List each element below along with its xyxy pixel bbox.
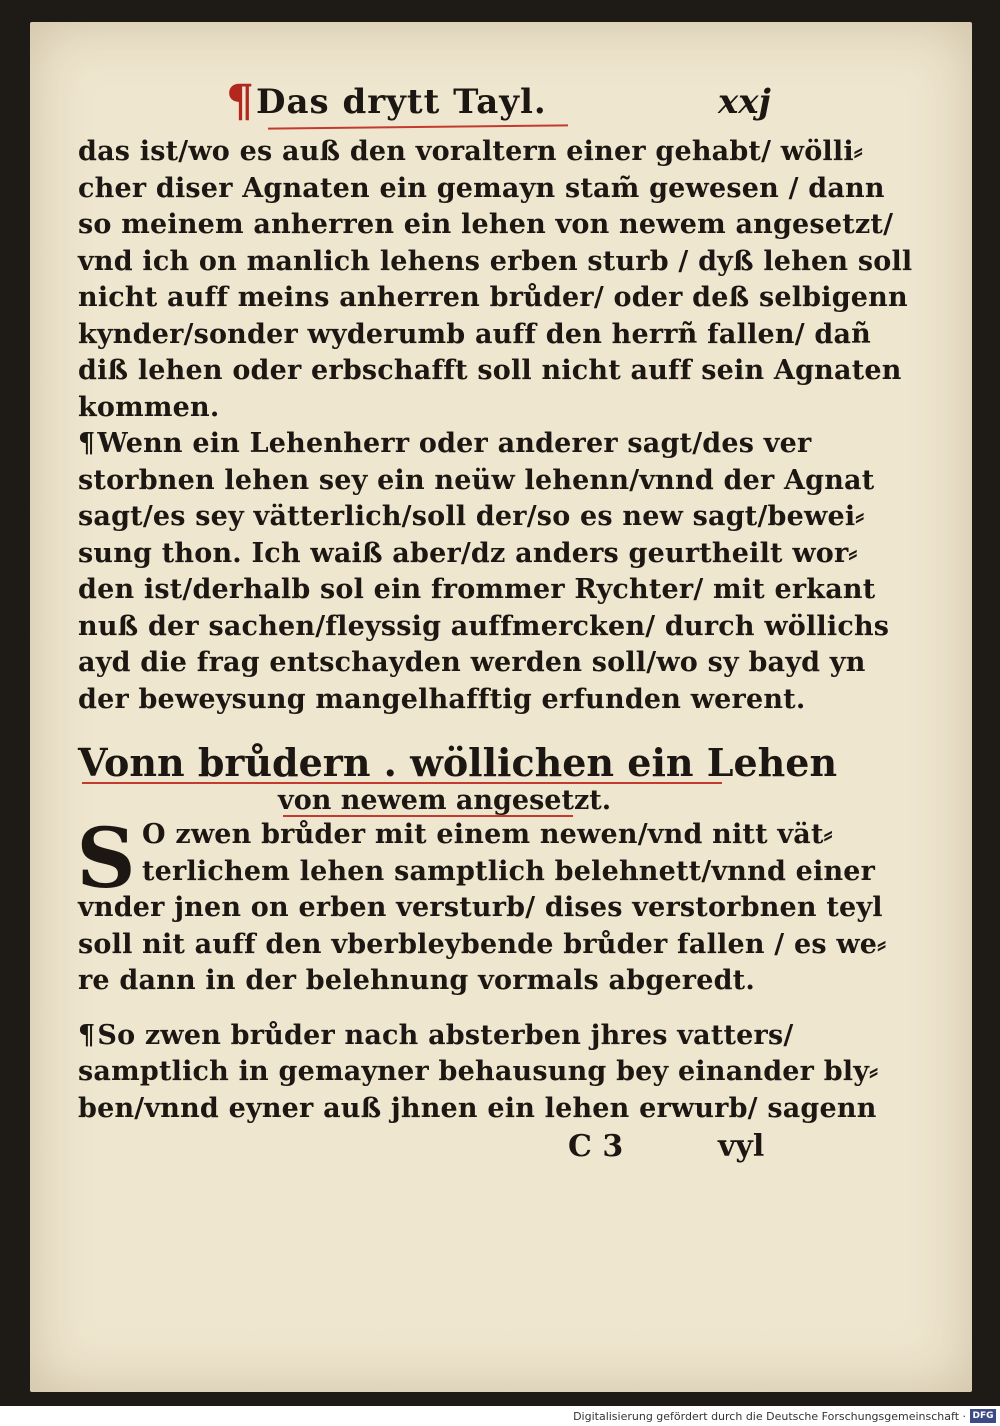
footer-bar (0, 1406, 1000, 1426)
title-underline (268, 124, 568, 129)
text-line: ben/vnnd eyner auß jhnen ein lehen erwurb/ sagenn (78, 1092, 877, 1124)
text-line: sung thon. Ich waiß aber/dz anders geurtheilt wor⸗ (78, 537, 858, 569)
text-line: nicht auff meins anherren brůder/ oder deß selbigenn (78, 282, 908, 313)
text-line: ayd die frag entschayden werden soll/wo sy bayd yn (78, 647, 866, 678)
dfg-logo: DFG (970, 1409, 996, 1423)
text-block (76, 76, 913, 1167)
paragraph-pilcrow: ¶ (78, 428, 96, 459)
text-line: der beweysung mangelhafftig erfunden werent. (78, 683, 806, 715)
running-header (78, 76, 818, 134)
text-line: terlichem lehen samptlich belehnett/vnnd einer (142, 855, 876, 887)
text-line: samptlich in gemayner behausung bey einander bly⸗ (78, 1056, 879, 1087)
folio-number: xxj (718, 82, 771, 122)
footer-credit: Digitalisierung gefördert durch die Deutsche Forschungsgemeinschaft · (573, 1410, 966, 1423)
text-line: sagt/es sey vätterlich/soll der/so es new sagt/bewei⸗ (78, 501, 865, 532)
text-line: kommen. (78, 391, 220, 423)
text-line (78, 426, 818, 463)
section-subheading: von newem angesetzt. (278, 785, 612, 816)
text-line: den ist/derhalb sol ein frommer Rychter/ mit erkant (78, 574, 876, 605)
drop-cap: S (76, 811, 136, 907)
catchword: vyl (718, 1129, 765, 1164)
text-line: diß lehen oder erbschafft soll nicht auff sein Agnaten (78, 355, 902, 386)
text-line: O zwen brůder mit einem newen/vnd nitt vät⸗ (142, 819, 833, 850)
signature-line (78, 1127, 818, 1167)
text-line: nuß der sachen/fleyssig auffmercken/ durch wöllichs (78, 610, 890, 642)
text-line: so meinem anherren ein lehen von newem angesetzt/ (78, 209, 894, 240)
header-pilcrow: ¶ (226, 76, 254, 127)
paragraph-first-line: So zwen brůder nach absterben jhres vatters/ (97, 1019, 794, 1051)
text-line: vnd ich on manlich lehens erben sturb / dyß lehen soll (78, 245, 913, 277)
section-heading: Vonn brůdern . wöllichen ein Lehen (78, 740, 838, 785)
paragraph-pilcrow: ¶ (78, 1019, 96, 1051)
text-line: soll nit auff den vberbleybende brůder fallen / es we⸗ (78, 928, 887, 960)
paragraph-1 (78, 134, 913, 426)
book-page (30, 22, 972, 1392)
paragraph-gap (78, 1000, 818, 1018)
paragraph-2 (78, 426, 890, 718)
text-line (78, 1018, 818, 1055)
text-line: storbnen lehen sey ein neüw lehenn/vnnd der Agnat (78, 464, 875, 496)
signature-mark: C 3 (568, 1129, 624, 1164)
paragraph-3 (76, 811, 887, 1000)
text-line: kynder/sonder wyderumb auff den herrñ fallen/ dañ (78, 318, 872, 350)
text-line: cher diser Agnaten ein gemayn stam̃ gewesen / dann (78, 172, 885, 204)
text-line: das ist/wo es auß den voraltern einer gehabt/ wölli⸗ (78, 136, 863, 167)
text-line: re dann in der belehnung vormals abgeredt. (78, 965, 755, 996)
running-title: Das drytt Tayl. (256, 82, 547, 122)
text-line: vnder jnen on erben versturb/ dises verstorbnen teyl (78, 892, 883, 923)
paragraph-first-line: Wenn ein Lehenherr oder anderer sagt/des ver (97, 428, 812, 459)
paragraph-4 (78, 1018, 879, 1128)
